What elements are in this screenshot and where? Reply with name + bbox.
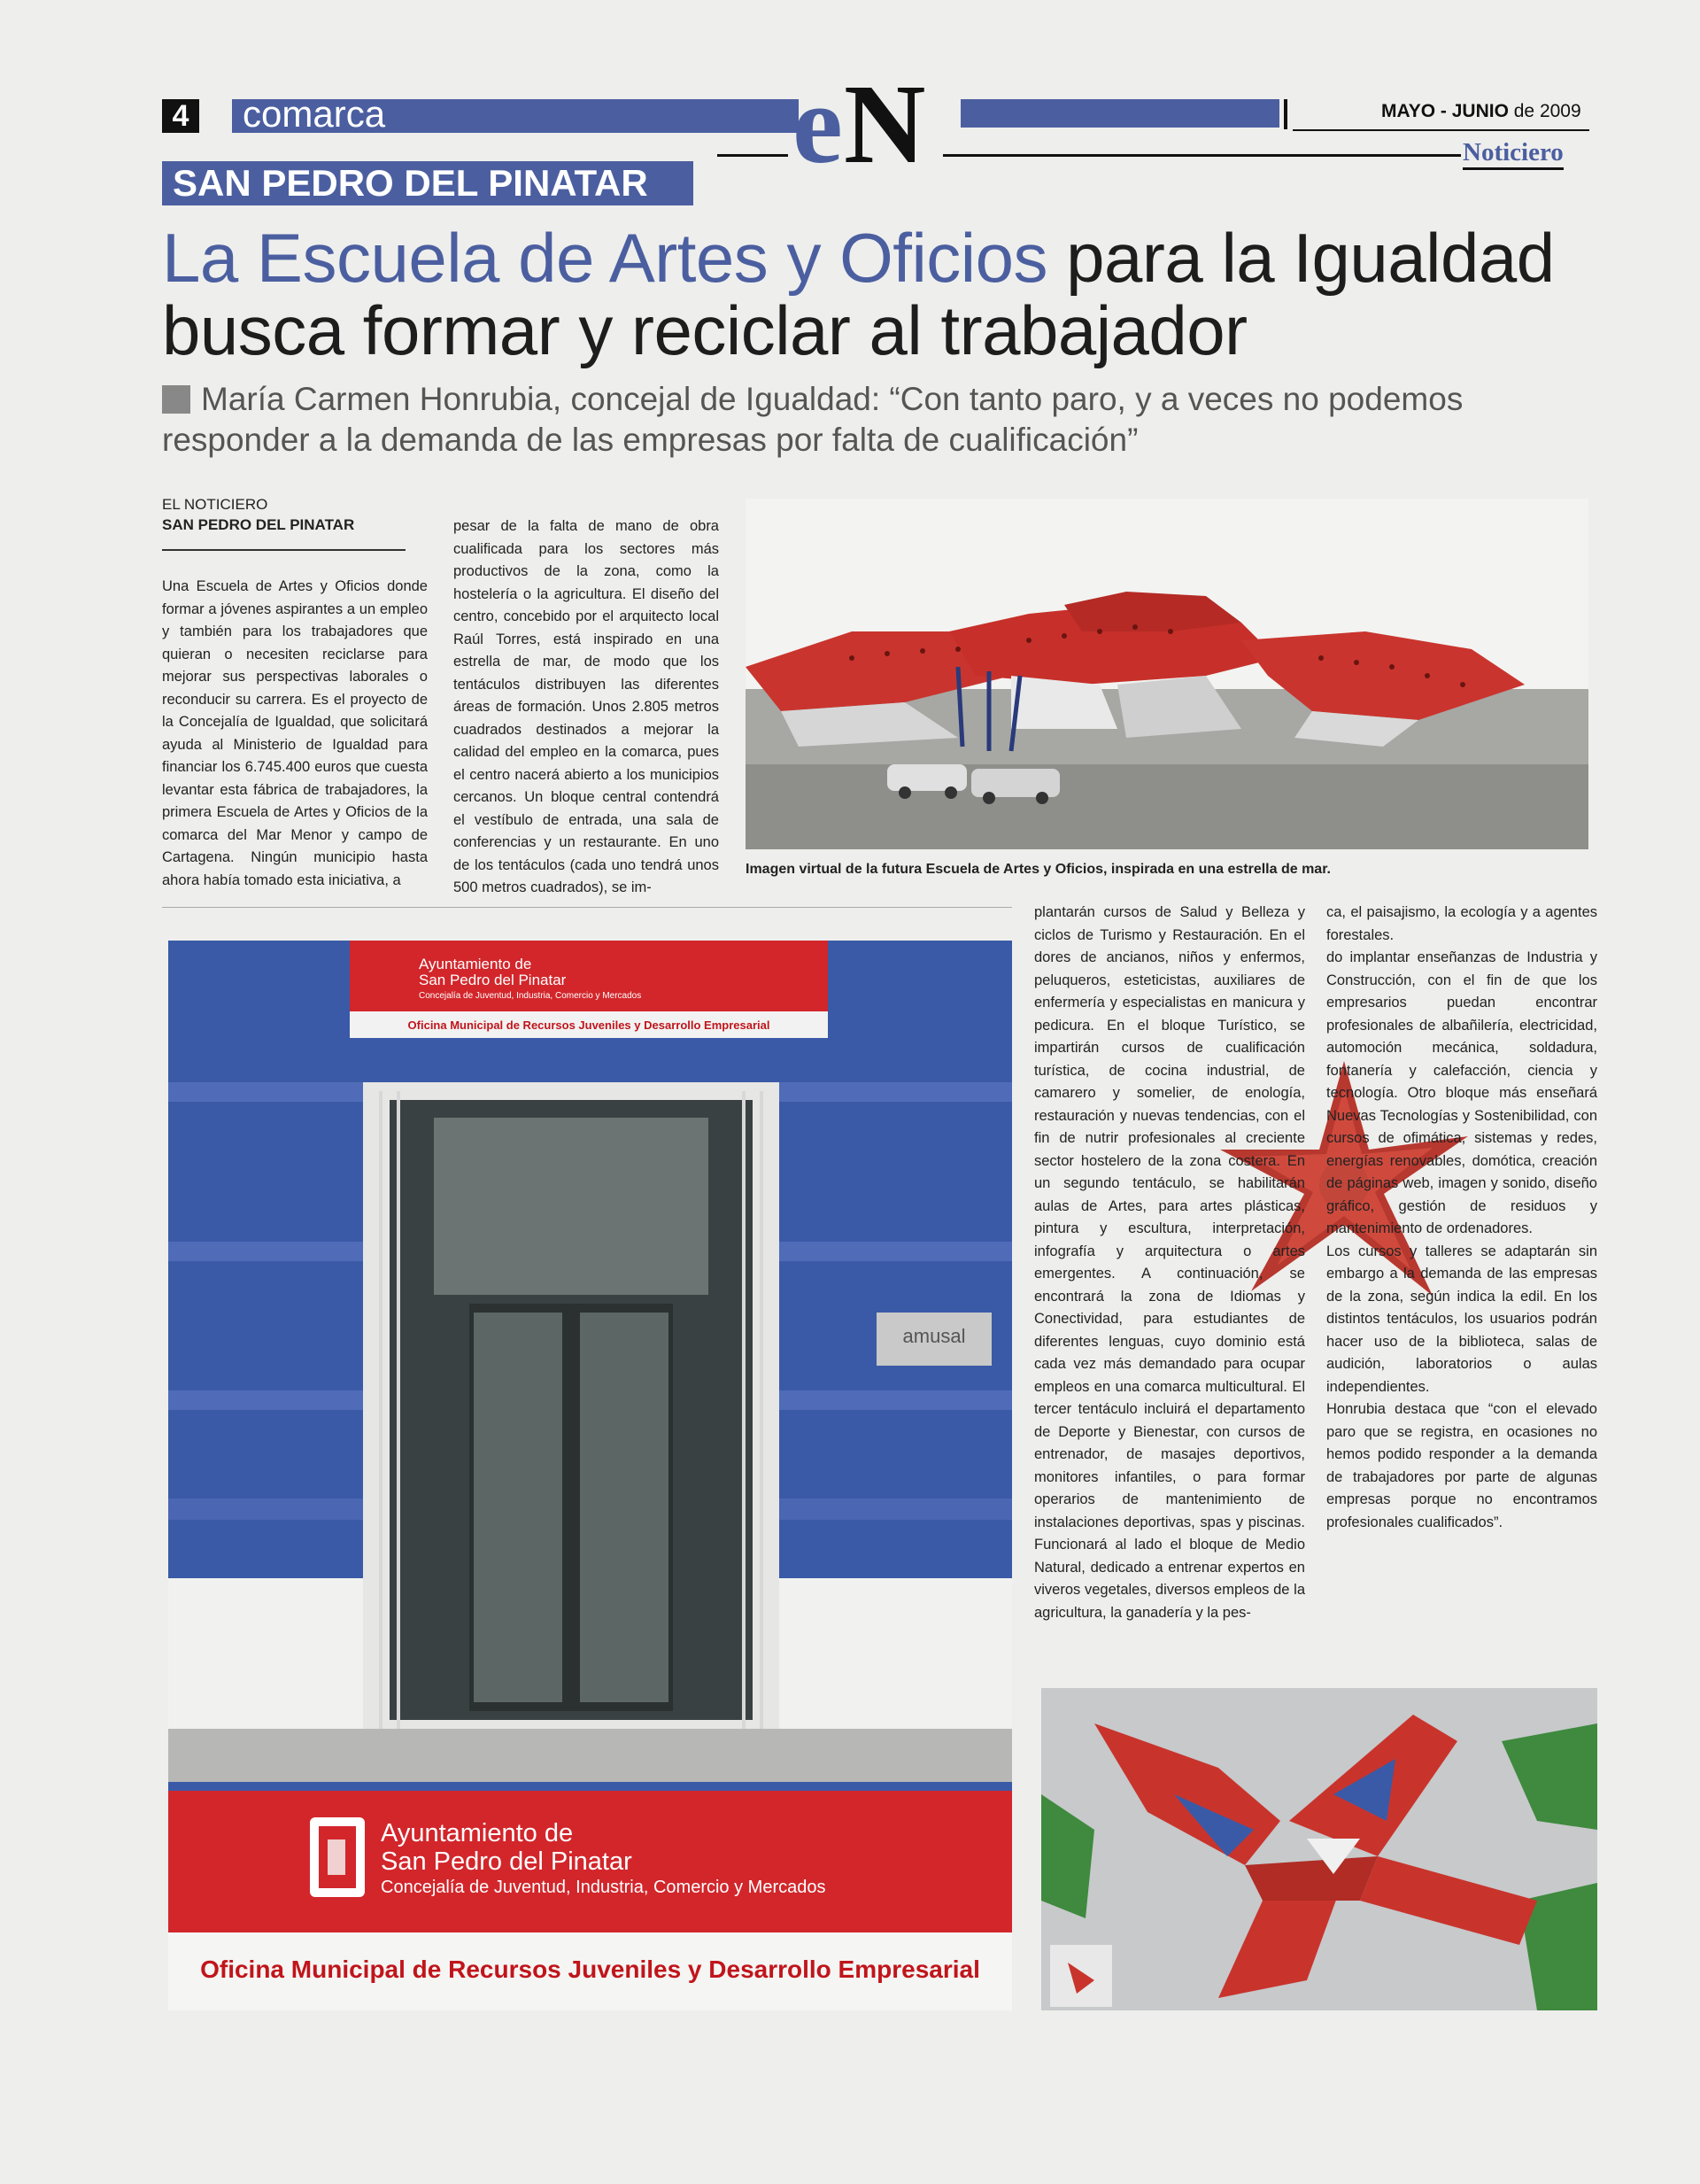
subhead-text: María Carmen Honrubia, concejal de Igualdad: “Con tanto paro, y a veces no podemos responder a la demanda de las empresas por falta de cualificación” [162, 381, 1464, 458]
masthead-rule-left [717, 154, 788, 157]
ad-office: Oficina Municipal de Recursos Juveniles y Desarrollo Empresarial [200, 1956, 980, 1983]
masthead-divider [1284, 99, 1287, 129]
headline-highlight: La Escuela de Artes y Oficios [162, 219, 1047, 297]
aerial-render-illustration [1041, 1688, 1597, 2010]
section-text: comarca [243, 93, 386, 135]
ad-org [381, 1819, 825, 1899]
ad-org-line2: San Pedro del Pinatar [381, 1847, 632, 1876]
section-label [232, 93, 799, 135]
column-4-paragraph-2: do implantar enseñanzas de Industria y Construcción, con el fin de que los empresarios puedan encontrar profesionales de albañilería, electricidad, automoción mecánica, soldadura, fontanería y calefacción, ciencia y tecnología. Otro bloque más enseñará Nuevas Tecnologías y Sostenibilidad, con cursos de ofimática, sistemas y redes, energías renovables, domótica, creación de páginas web, imagen y sonido, diseño gráfico, gestión de residuos y mantenimiento de ordenadores. [1326, 949, 1597, 1236]
ad-sign-office: Oficina Municipal de Recursos Juveniles y Desarrollo Empresarial [407, 1018, 770, 1032]
article-column-4 [1326, 902, 1597, 1534]
article-column-2 [453, 515, 719, 900]
column-2-text: pesar de la falta de mano de obra cualificada para los sectores más productivos de la zona, como la hostelería o la agricultura. El diseño del centro, concebido por el arquitecto local Raúl Torres, está inspirado en una estrella de mar, de modo que los tentáculos distribuyen las diferentes áreas de formación. Unos 2.805 metros cuadrados destinados a mejorar la calidad del empleo en la comarca, pues el centro nacerá abierto a los municipios cercanos. Un bloque central contendrá el vestíbulo de entrada, una sala de conferencias y un restaurante. En uno de los tentáculos (cada uno tendrá unos 500 metros cuadrados), se im- [453, 518, 719, 895]
bullet-square-icon [162, 385, 190, 414]
ad-org-line1: Ayuntamiento de [381, 1819, 574, 1847]
article-column-1 [162, 576, 428, 892]
column-4-paragraph-4: Honrubia destaca que “con el elevado paro que se registra, en ocasiones no hemos podido responder a la demanda de trabajadores por parte de algunas empresas porque no encontramos profesionales cualificados”. [1326, 1401, 1597, 1530]
headline-rest: para la Igualdad busca formar y reciclar al trabajador [162, 219, 1555, 369]
column-3-text: plantarán cursos de Salud y Belleza y ciclos de Turismo y Restauración. En el dores de ancianos, niños y enfermos, peluqueros, esteticistas, auxiliares de enfermería y especialistas en manicura y pedicura. En el bloque Turístico, se impartirán cursos de cualificación turística, de cocina industrial, de camarero y somelier, de enología, restauración y nuevas tendencias, con el fin de nutrir profesionales al creciente sector hostelero de la zona costera. En un segundo tentáculo, se habilitarán aulas de Artes, para artes plásticas, pintura y escultura, interpretación, infografía y arquitectura o artes emergentes. A continuación, se encontrará la zona de Idiomas y Conectividad, para estudiantes de diferentes lenguas, cuyo dominio está cada vez más demandado para ocupar empleos en una comarca multicultural. El tercer tentáculo incluirá el departamento de Deporte y Bienestar, con cursos de entrenador, de masajes deportivos, monitores infantiles, o para formar operarios de mantenimiento de instalaciones deportivas, spas y piscinas. Funcionará al lado el bloque de Medio Natural, dedicado a entrenar expertos en viveros vegetales, diversos empleos de la agricultura, la ganadería y la pes- [1034, 904, 1305, 1621]
byline-source: EL NOTICIERO [162, 496, 268, 513]
architecture-render-illustration [746, 499, 1588, 849]
architecture-photo-caption: Imagen virtual de la futura Escuela de Artes y Oficios, inspirada en una estrella de mar. [746, 862, 1331, 877]
ad-sign-org [419, 956, 641, 1004]
article-column-3 [1034, 902, 1305, 1624]
column-4-paragraph-1: ca, el paisajismo, la ecología y a agentes forestales. [1326, 904, 1597, 943]
article-subhead [162, 379, 1596, 461]
section-divider [162, 907, 1012, 908]
aerial-render-photo [1041, 1688, 1597, 2010]
ad-sign-org-line2: San Pedro del Pinatar [419, 972, 567, 988]
masthead-bar [961, 99, 1279, 128]
column-1-text: Una Escuela de Artes y Oficios donde formar a jóvenes aspirantes a un empleo y también para los trabajadores que quieran o necesiten reciclarse para mejorar sus perspectivas laborales o reconducir su carrera. Es el proyecto de la Concejalía de Igualdad, que solicitará ayuda al Ministerio de Igualdad para financiar los 6.745.400 euros que cuesta levantar esta fábrica de trabajadores, la primera Escuela de Artes y Oficios de la comarca del Mar Menor y campo de Cartagena. Ningún municipio hasta ahora había tomado esta iniciativa, a [162, 578, 428, 888]
issue-date-bold: MAYO - JUNIO [1381, 101, 1509, 121]
town-banner: SAN PEDRO DEL PINATAR [162, 161, 693, 205]
issue-date [1381, 101, 1581, 122]
architecture-render-photo [746, 499, 1588, 849]
page-number: 4 [162, 99, 199, 133]
byline-place: SAN PEDRO DEL PINATAR [162, 516, 355, 533]
newspaper-logo [792, 61, 952, 187]
office-ad-photo [168, 941, 1012, 2010]
ad-sign-org-line1: Ayuntamiento de [419, 956, 532, 972]
article-headline [162, 221, 1596, 367]
paper-name: Noticiero [1463, 138, 1564, 170]
ad-dept: Concejalía de Juventud, Industria, Comercio y Mercados [381, 1878, 826, 1897]
ad-sign-dept: Concejalía de Juventud, Industria, Comercio y Mercados [419, 991, 642, 1001]
byline-rule [162, 549, 406, 551]
masthead-rule [1293, 129, 1589, 131]
ad-plaque: amusal [902, 1325, 966, 1347]
issue-date-year: de 2009 [1508, 101, 1581, 121]
masthead-rule-right [943, 154, 1461, 157]
column-4-paragraph-3: Los cursos y talleres se adaptarán sin embargo a la demanda de las empresas de la zona, según indica la edil. En los distintos tentáculos, los usuarios podrán hacer uso de la biblioteca, salas de audición, laboratorios o aulas independientes. [1326, 1243, 1597, 1395]
logo-e: e [792, 61, 843, 187]
logo-n: N [844, 61, 926, 187]
